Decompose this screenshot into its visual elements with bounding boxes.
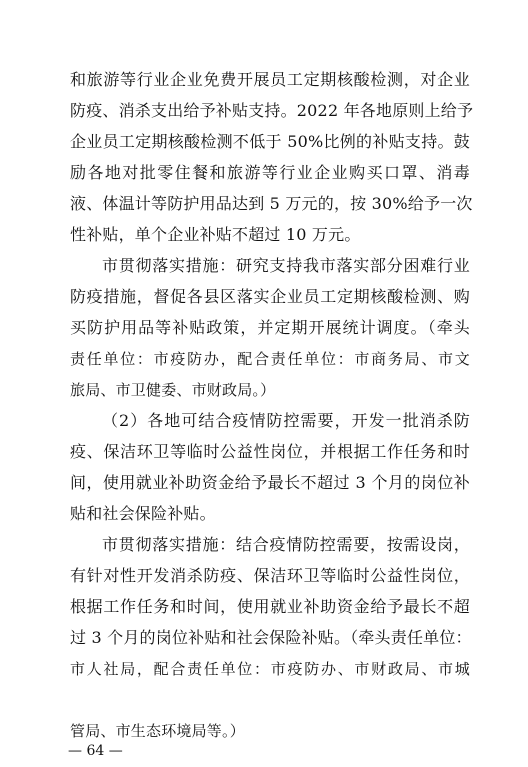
paragraph-4-line-2: 有针对性开发消杀防疫、保洁环卫等临时公益性岗位， xyxy=(70,566,470,585)
paragraph-4-line-1: 市贯彻落实措施：结合疫情防控需要，按需设岗， xyxy=(102,535,470,554)
paragraph-1-line-4: 励各地对批零住餐和旅游等行业企业购买口罩、消毒 xyxy=(70,163,470,182)
paragraph-2-line-5: 旅局、市卫健委、市财政局。） xyxy=(70,381,276,399)
paragraph-4-line-5: 市人社局，配合责任单位：市疫防办、市财政局、市城 xyxy=(70,660,470,678)
paragraph-1-line-1: 和旅游等行业企业免费开展员工定期核酸检测，对企业 xyxy=(70,70,470,89)
paragraph-3-line-1: （2）各地可结合疫情防控需要，开发一批消杀防 xyxy=(102,411,470,430)
paragraph-4-line-4: 过 3 个月的岗位补贴和社会保险补贴。（牵头责任单位： xyxy=(70,628,472,647)
page-number: — 64 — xyxy=(68,743,123,759)
paragraph-4-line-3: 根据工作任务和时间，使用就业补助资金给予最长不超 xyxy=(70,597,470,616)
paragraph-4-line-6: 管局、市生态环境局等。） xyxy=(70,722,245,740)
paragraph-3-line-2: 疫、保洁环卫等临时公益性岗位，并根据工作任务和时 xyxy=(70,442,470,461)
paragraph-3-line-4: 贴和社会保险补贴。 xyxy=(70,504,216,523)
paragraph-1-line-5: 液、体温计等防护用品达到 5 万元的，按 30%给予一次 xyxy=(70,194,473,213)
paragraph-1-line-2: 防疫、消杀支出给予补贴支持。2022 年各地原则上给予 xyxy=(70,101,474,120)
paragraph-1-line-6: 性补贴，单个企业补贴不超过 10 万元。 xyxy=(70,225,361,244)
paragraph-2-line-2: 防疫措施，督促各县区落实企业员工定期核酸检测、购 xyxy=(70,287,470,306)
paragraph-2-line-3: 买防护用品等补贴政策，并定期开展统计调度。（牵头 xyxy=(70,318,470,337)
paragraph-1-line-3: 企业员工定期核酸检测不低于 50%比例的补贴支持。鼓 xyxy=(70,132,470,151)
paragraph-2-line-1: 市贯彻落实措施：研究支持我市落实部分困难行业 xyxy=(102,256,470,275)
paragraph-3-line-3: 间，使用就业补助资金给予最长不超过 3 个月的岗位补 xyxy=(70,473,470,492)
paragraph-2-line-4: 责任单位：市疫防办，配合责任单位：市商务局、市文 xyxy=(70,350,470,368)
